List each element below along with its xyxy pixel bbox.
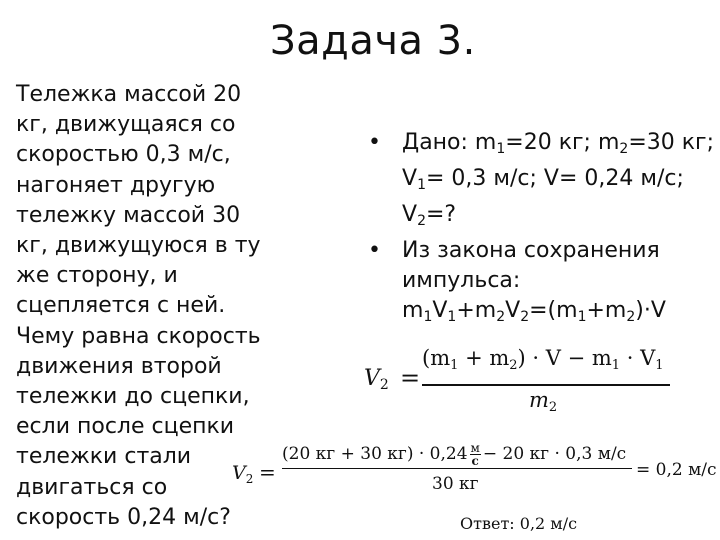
problem-line: нагоняет другую bbox=[16, 172, 216, 198]
equals-sign: = bbox=[259, 460, 276, 484]
formula-lhs: V2 bbox=[364, 366, 389, 393]
problem-line: скоростью 0,3 м/с, bbox=[16, 142, 231, 168]
formula-numerator: (m1 + m2) · V − m1 · V1 bbox=[422, 346, 664, 373]
momentum-equation: $m_1V_1+m_2V_2=(m_1+m_2)\cdot V$ bbox=[402, 298, 666, 325]
fraction-bar bbox=[422, 384, 670, 386]
problem-line: кг, движущаяся со bbox=[16, 112, 236, 138]
problem-line: движения второй bbox=[16, 353, 222, 379]
problem-statement bbox=[16, 80, 266, 533]
formula-result: = 0,2 м/с bbox=[636, 460, 717, 480]
problem-line: скорость 0,24 м/с? bbox=[16, 504, 231, 530]
equals-sign: = bbox=[400, 364, 421, 392]
given-line-3: $V_2=$? bbox=[402, 202, 457, 229]
solution-bullets bbox=[366, 128, 714, 332]
problem-line: кг, движущуюся в ту bbox=[16, 233, 261, 259]
fraction-bar bbox=[282, 468, 632, 469]
unit-fraction: м с bbox=[470, 441, 480, 468]
given-line-2: $V_1= 0,3$ м/с; V= 0,24 м/с; bbox=[402, 166, 684, 193]
formula-numerator: (20 кг + 30 кг) · 0,24 м с − 20 кг · 0,3 м/с bbox=[282, 441, 627, 468]
problem-line: тележки до сцепки, bbox=[16, 384, 250, 410]
law-line-1: Из закона сохранения bbox=[402, 238, 660, 263]
law-line-2: импульса: bbox=[402, 268, 521, 293]
law-bullet bbox=[366, 236, 714, 332]
formula-denominator: 30 кг bbox=[432, 474, 479, 494]
slide-title: Задача 3. bbox=[270, 18, 476, 64]
problem-line: же сторону, и bbox=[16, 263, 178, 289]
problem-line: Чему равна скорость bbox=[16, 323, 261, 349]
given-bullet bbox=[366, 128, 714, 236]
problem-line: двигаться со bbox=[16, 474, 168, 500]
bullet-icon: • bbox=[368, 238, 381, 263]
problem-line: Тележка массой 20 bbox=[16, 82, 242, 107]
problem-line: тележку массой 30 bbox=[16, 202, 241, 228]
given-line-1: Дано: $m_1=20$ кг; $m_2=30$ кг; bbox=[402, 130, 714, 157]
problem-line: сцепляется с ней. bbox=[16, 293, 226, 319]
formula-lhs: $V_2$ bbox=[232, 462, 254, 486]
problem-line: если после сцепки bbox=[16, 414, 235, 440]
problem-line: тележки стали bbox=[16, 444, 192, 470]
answer-text: Ответ: 0,2 м/с bbox=[460, 514, 578, 533]
bullet-icon: • bbox=[368, 130, 381, 155]
formula-denominator: m2 bbox=[529, 388, 558, 415]
